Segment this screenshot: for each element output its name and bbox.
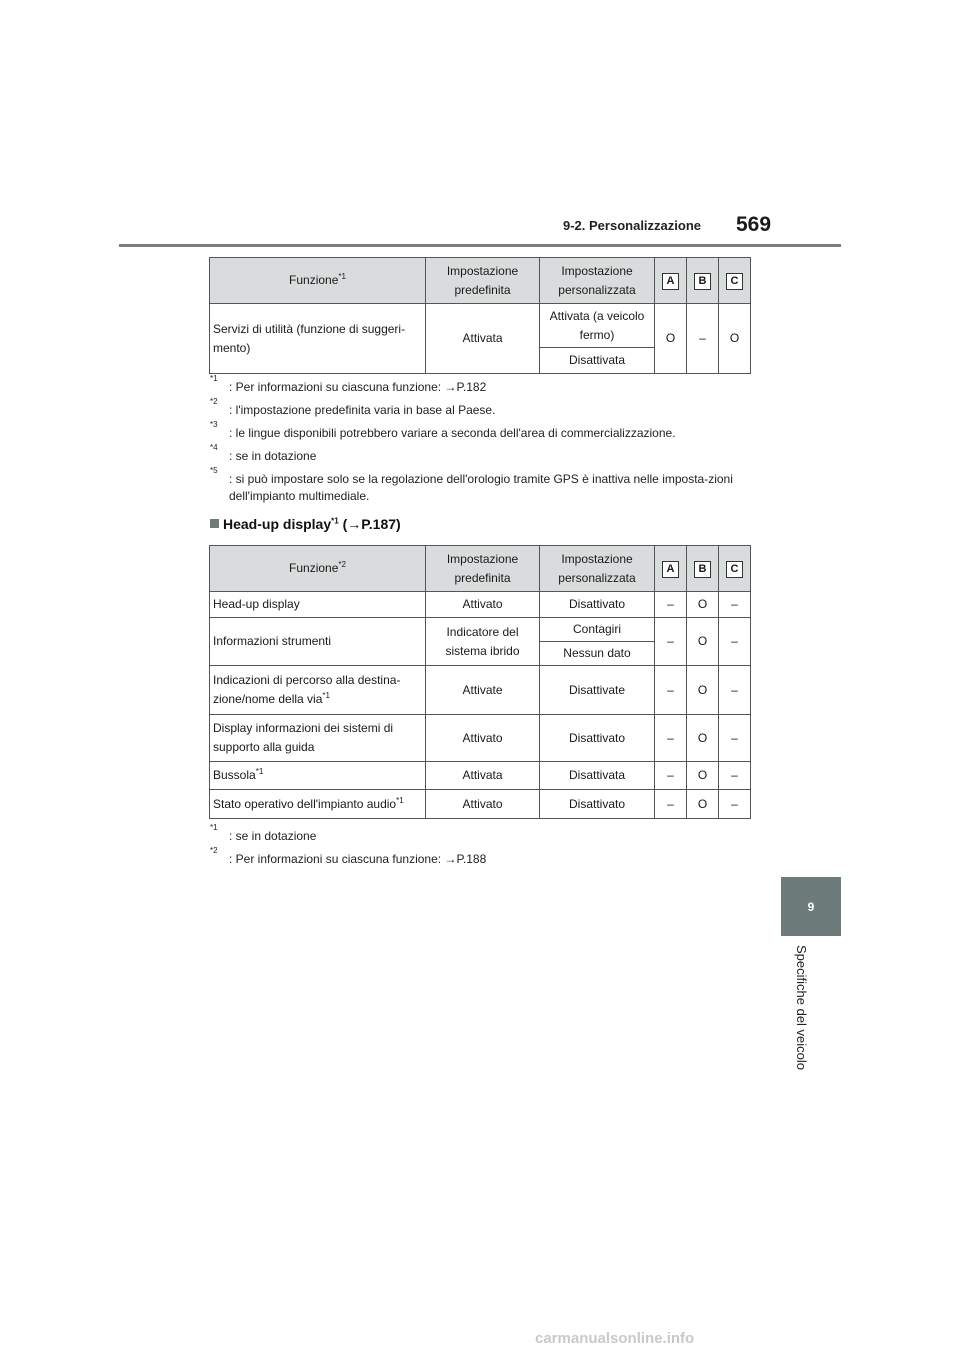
cell-a: – [655, 790, 687, 819]
table-header-row [210, 258, 751, 304]
cell-custom: Disattivate [540, 666, 655, 715]
footnote: *3 : le lingue disponibili potrebbero variare a seconda dell'area di commercializzazione. [210, 420, 676, 440]
cell-default: Attivato [426, 592, 540, 618]
square-bullet-icon [210, 519, 219, 528]
letter-c-icon: C [726, 273, 743, 290]
page-number: 569 [736, 213, 772, 236]
section-heading: 9-2. Personalizzazione [563, 218, 701, 233]
cell-default: Attivata [426, 762, 540, 790]
cell-funzione: Informazioni strumenti [210, 618, 426, 666]
letter-c-icon: C [726, 561, 743, 578]
cell-a: – [655, 762, 687, 790]
col-a [655, 258, 687, 304]
cell-funzione: Head-up display [210, 592, 426, 618]
footnote: *1 : Per informazioni su ciascuna funzione: →P.182 [210, 374, 487, 394]
letter-b-icon: B [694, 561, 711, 578]
cell-c: – [719, 762, 751, 790]
footnote: *2 : l'impostazione predefinita varia in base al Paese. [210, 397, 496, 417]
cell-funzione: Display informazioni dei sistemi di supporto alla guida [210, 715, 426, 762]
cell-default: Attivate [426, 666, 540, 715]
col-default: Impostazione predefinita [426, 546, 540, 592]
letter-b-icon: B [694, 273, 711, 290]
table-row [210, 790, 751, 819]
table-row [210, 304, 751, 348]
cell-funzione: Indicazioni di percorso alla destina-zione/nome della via$^{*1}$ [210, 666, 426, 715]
footnotes-1 [210, 374, 750, 505]
header-rule [119, 244, 841, 247]
col-b [687, 546, 719, 592]
cell-b: O [687, 592, 719, 618]
cell-b: O [687, 666, 719, 715]
footnote: *5 : si può impostare solo se la regolazione dell'orologio tramite GPS è inattiva nelle imposta-zioni dell'impianto multimediale. [210, 466, 733, 503]
customization-table-2 [209, 545, 751, 819]
cell-default: Attivata [426, 304, 540, 374]
cell-b: – [687, 304, 719, 374]
cell-c: O [719, 304, 751, 374]
cell-custom: Contagiri [540, 618, 655, 642]
footnote: *4 : se in dotazione [210, 443, 317, 463]
cell-default: Attivato [426, 790, 540, 819]
table-row [210, 666, 751, 715]
cell-custom: Disattivato [540, 790, 655, 819]
chapter-number: 9 [807, 899, 815, 914]
col-funzione: Funzione$^{*1}$ [210, 258, 426, 304]
cell-c: – [719, 592, 751, 618]
col-default: Impostazione predefinita [426, 258, 540, 304]
table-header-row [210, 546, 751, 592]
cell-custom: Nessun dato [540, 642, 655, 666]
cell-custom: Disattivata [540, 762, 655, 790]
chapter-tab [781, 877, 841, 936]
footnotes-2 [210, 823, 750, 868]
chapter-label: Specifiche del veicolo [794, 945, 809, 1071]
section-title: Head-up display$^{*1}$ (→P.187) [210, 516, 401, 532]
cell-c: – [719, 666, 751, 715]
col-a [655, 546, 687, 592]
cell-b: O [687, 790, 719, 819]
cell-a: – [655, 666, 687, 715]
customization-table-1 [209, 257, 751, 374]
cell-c: – [719, 618, 751, 666]
col-funzione: Funzione$^{*2}$ [210, 546, 426, 592]
col-custom: Impostazione personalizzata [540, 546, 655, 592]
letter-a-icon: A [662, 273, 679, 290]
cell-c: – [719, 715, 751, 762]
cell-custom: Disattivata [540, 348, 655, 374]
table-row [210, 618, 751, 642]
cell-c: – [719, 790, 751, 819]
cell-b: O [687, 618, 719, 666]
table-row [210, 592, 751, 618]
cell-a: – [655, 715, 687, 762]
cell-a: – [655, 592, 687, 618]
table-row [210, 762, 751, 790]
col-custom: Impostazione personalizzata [540, 258, 655, 304]
col-c [719, 546, 751, 592]
cell-b: O [687, 715, 719, 762]
col-b [687, 258, 719, 304]
cell-a: – [655, 618, 687, 666]
cell-funzione: Servizi di utilità (funzione di suggeri-mento) [210, 304, 426, 374]
footnote: *2 : Per informazioni su ciascuna funzione: →P.188 [210, 846, 487, 866]
cell-default: Indicatore del sistema ibrido [426, 618, 540, 666]
letter-a-icon: A [662, 561, 679, 578]
cell-b: O [687, 762, 719, 790]
table-row [210, 715, 751, 762]
cell-a: O [655, 304, 687, 374]
cell-funzione: Bussola$^{*1}$ [210, 762, 426, 790]
watermark: carmanualsonline.info [535, 1330, 695, 1347]
col-c [719, 258, 751, 304]
footnote: *1 : se in dotazione [210, 823, 317, 843]
cell-custom: Attivata (a veicolo fermo) [540, 304, 655, 348]
cell-custom: Disattivato [540, 592, 655, 618]
cell-default: Attivato [426, 715, 540, 762]
cell-custom: Disattivato [540, 715, 655, 762]
cell-funzione: Stato operativo dell'impianto audio$^{*1}$ [210, 790, 426, 819]
